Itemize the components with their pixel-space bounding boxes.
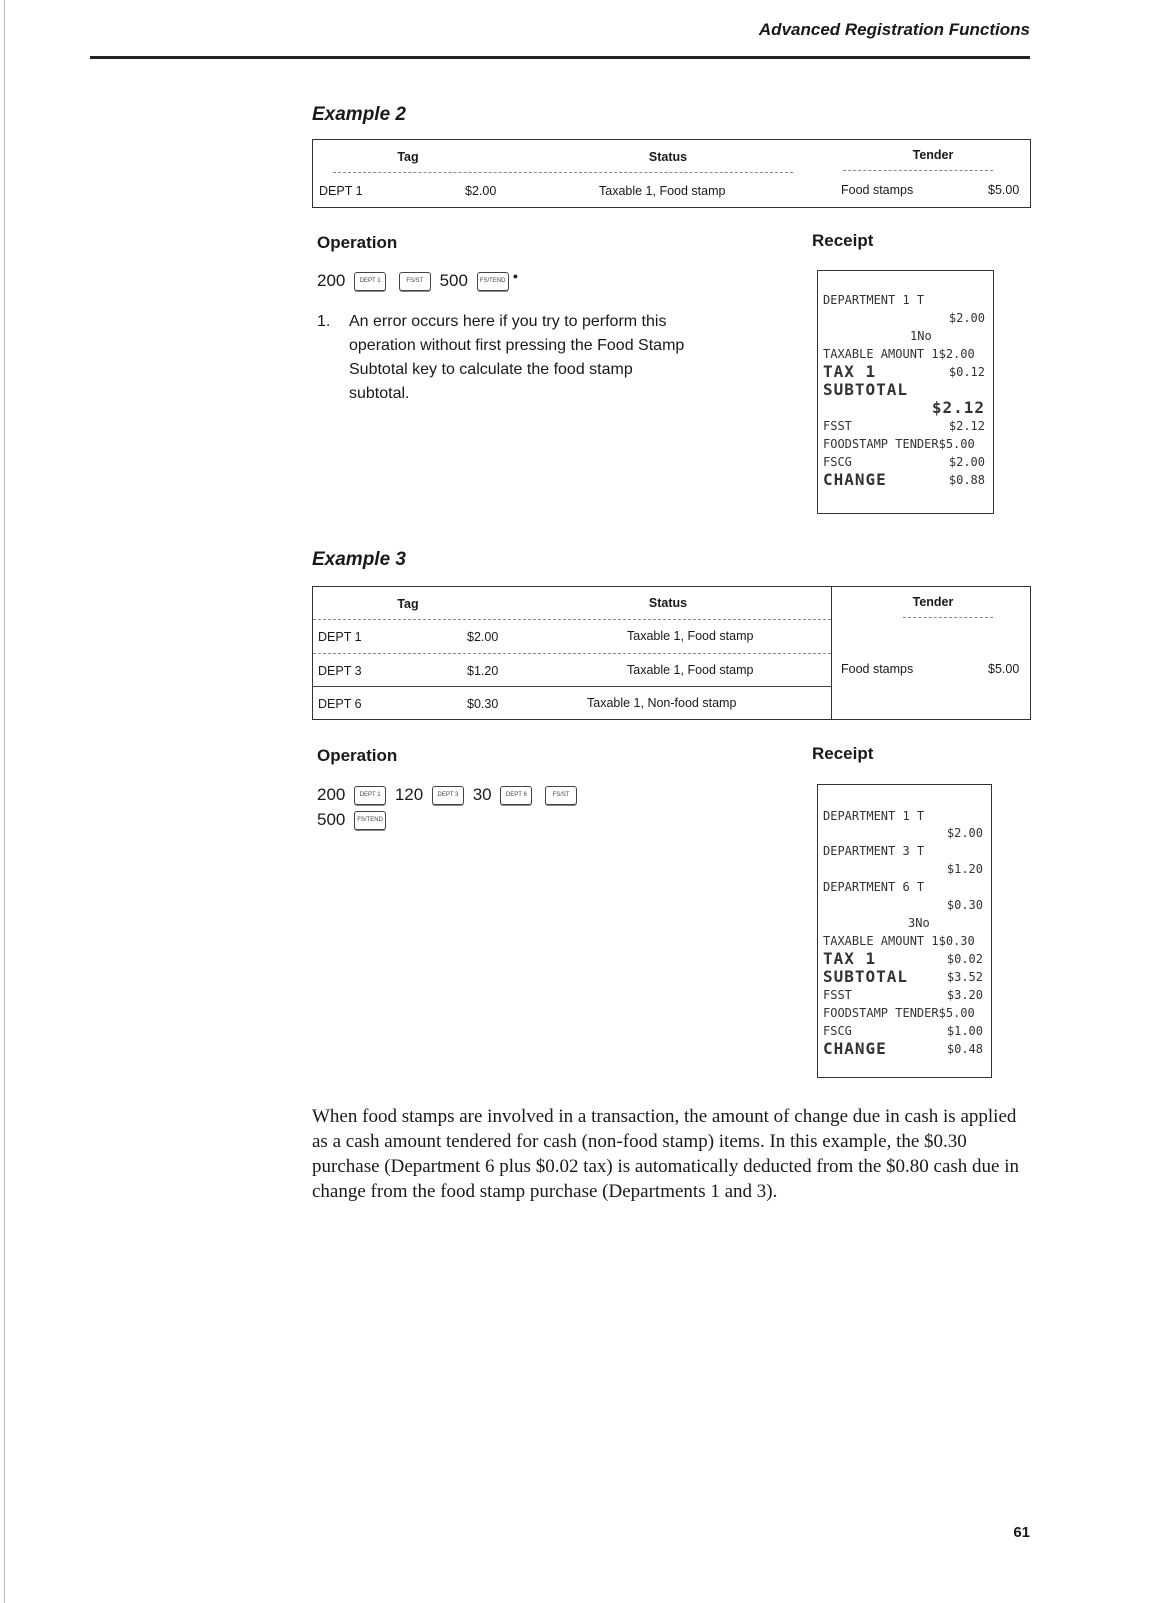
divider: [843, 170, 993, 171]
receipt-line: $0.88: [948, 473, 985, 487]
receipt-heading: Receipt: [812, 231, 874, 250]
receipt-line: $1.00: [946, 1024, 983, 1038]
receipt-line: TAX 1: [823, 949, 877, 968]
col-tender-header: Tender: [912, 595, 954, 609]
entry-number: 120: [394, 785, 424, 804]
divider: [333, 172, 793, 173]
receipt-line: $0.12: [948, 365, 985, 379]
col-tag-header: Tag: [397, 150, 419, 164]
row-status: Taxable 1, Food stamp: [599, 184, 726, 198]
receipt-line: DEPARTMENT 3 T: [823, 844, 925, 858]
operation-sequence-line-2: [317, 810, 390, 830]
receipt-line: FOODSTAMP TENDER$5.00: [823, 437, 975, 451]
col-tender-header: Tender: [912, 148, 954, 162]
fs-subtotal-key: FS/ST: [399, 272, 431, 291]
receipt-line: CHANGE: [823, 1039, 887, 1058]
entry-number: 500: [317, 810, 346, 829]
receipt-heading: Receipt: [812, 744, 874, 763]
receipt-line: FSST: [823, 419, 852, 433]
footnote-marker-icon: ●: [512, 271, 519, 281]
receipt-line: $3.20: [946, 988, 983, 1002]
entry-number: 200: [317, 271, 346, 290]
receipt-line: $2.12: [948, 419, 985, 433]
entry-number: 200: [317, 785, 346, 804]
divider: [903, 617, 993, 618]
col-status-header: Status: [648, 596, 688, 610]
operation-heading: Operation: [317, 746, 398, 765]
receipt-line: SUBTOTAL: [823, 967, 909, 986]
receipt-line: $0.02: [946, 952, 983, 966]
receipt-line: FSCG: [823, 455, 852, 469]
receipt-line: $0.48: [946, 1042, 983, 1056]
entry-number: 500: [439, 271, 468, 290]
dept-1-key: DEPT 1: [354, 272, 386, 291]
receipt-line: FOODSTAMP TENDER$5.00: [823, 1006, 975, 1020]
receipt-line: 3No: [908, 916, 930, 930]
fs-tender-key: FS/TEND: [354, 811, 386, 830]
explanation-paragraph: When food stamps are involved in a transaction, the amount of change due in cash is applied as a cash amount tendered for cash (non-food stamp) items. In this example, the $0.30 purchase (Department 6 plus $0.02 tax) is automatically deducted from the $0.80 cash due in change from the food stamp purchase (Departments 1 and 3).: [312, 1106, 1020, 1202]
page-number: 61: [1013, 1524, 1030, 1541]
row-dept: DEPT 1: [319, 184, 363, 198]
receipt-line: TAXABLE AMOUNT 1$2.00: [823, 347, 975, 361]
receipt-line: $2.00: [948, 455, 985, 469]
row-price: $0.30: [467, 697, 499, 711]
header-rule: [90, 56, 1030, 59]
dept-1-key: DEPT 1: [354, 786, 386, 805]
receipt-line: TAXABLE AMOUNT 1$0.30: [823, 934, 975, 948]
receipt-example-2: [817, 270, 994, 514]
row-price: $2.00: [465, 184, 497, 198]
row-status: Taxable 1, Food stamp: [627, 663, 754, 677]
tender-column-divider: [831, 587, 832, 719]
receipt-line: $0.30: [946, 898, 983, 912]
receipt-line: CHANGE: [823, 470, 887, 489]
row-price: $2.00: [467, 630, 499, 644]
receipt-line: 1No: [910, 329, 932, 343]
receipt-line: FSCG: [823, 1024, 852, 1038]
page-edge: [4, 0, 5, 1603]
tender-label: Food stamps: [841, 183, 914, 197]
operation-heading: Operation: [317, 233, 398, 252]
receipt-line: $2.00: [946, 826, 983, 840]
tender-amount: $5.00: [988, 662, 1020, 676]
row-dept: DEPT 3: [318, 664, 362, 678]
example-3-title: Example 3: [312, 549, 406, 570]
running-header: Advanced Registration Functions: [758, 20, 1030, 39]
row-dept: DEPT 6: [318, 697, 362, 711]
divider: [313, 686, 831, 687]
receipt-line: $2.12: [931, 398, 985, 417]
row-price: $1.20: [467, 664, 499, 678]
divider: [313, 653, 831, 654]
example-2-table: [312, 139, 1031, 208]
receipt-line: DEPARTMENT 6 T: [823, 880, 925, 894]
operation-sequence: [317, 271, 518, 291]
note-marker: 1.: [317, 313, 331, 330]
col-tag-header: Tag: [397, 597, 419, 611]
divider: [313, 619, 831, 620]
row-dept: DEPT 1: [318, 630, 362, 644]
receipt-example-3: [817, 784, 992, 1078]
row-status: Taxable 1, Non-food stamp: [587, 696, 737, 710]
receipt-line: FSST: [823, 988, 852, 1002]
dept-6-key: DEPT 6: [500, 786, 532, 805]
tender-label: Food stamps: [841, 662, 914, 676]
tender-amount: $5.00: [988, 183, 1020, 197]
row-status: Taxable 1, Food stamp: [627, 629, 754, 643]
col-status-header: Status: [648, 150, 688, 164]
operation-note: An error occurs here if you try to perform this operation without first pressing the Food Stamp Subtotal key to calculate the food stamp subtotal.: [349, 313, 685, 402]
fs-subtotal-key: FS/ST: [545, 786, 577, 805]
receipt-line: DEPARTMENT 1 T: [823, 809, 925, 823]
receipt-line: TAX 1: [823, 362, 877, 381]
receipt-line: $1.20: [946, 862, 983, 876]
example-2-title: Example 2: [312, 104, 406, 125]
operation-sequence: [317, 785, 581, 805]
receipt-line: SUBTOTAL: [823, 380, 909, 399]
dept-3-key: DEPT 3: [432, 786, 464, 805]
receipt-line: $2.00: [948, 311, 985, 325]
entry-number: 30: [472, 785, 492, 804]
receipt-line: $3.52: [946, 970, 983, 984]
fs-tender-key: FS/TEND: [477, 272, 509, 291]
example-3-table: [312, 586, 1031, 720]
receipt-line: DEPARTMENT 1 T: [823, 293, 925, 307]
